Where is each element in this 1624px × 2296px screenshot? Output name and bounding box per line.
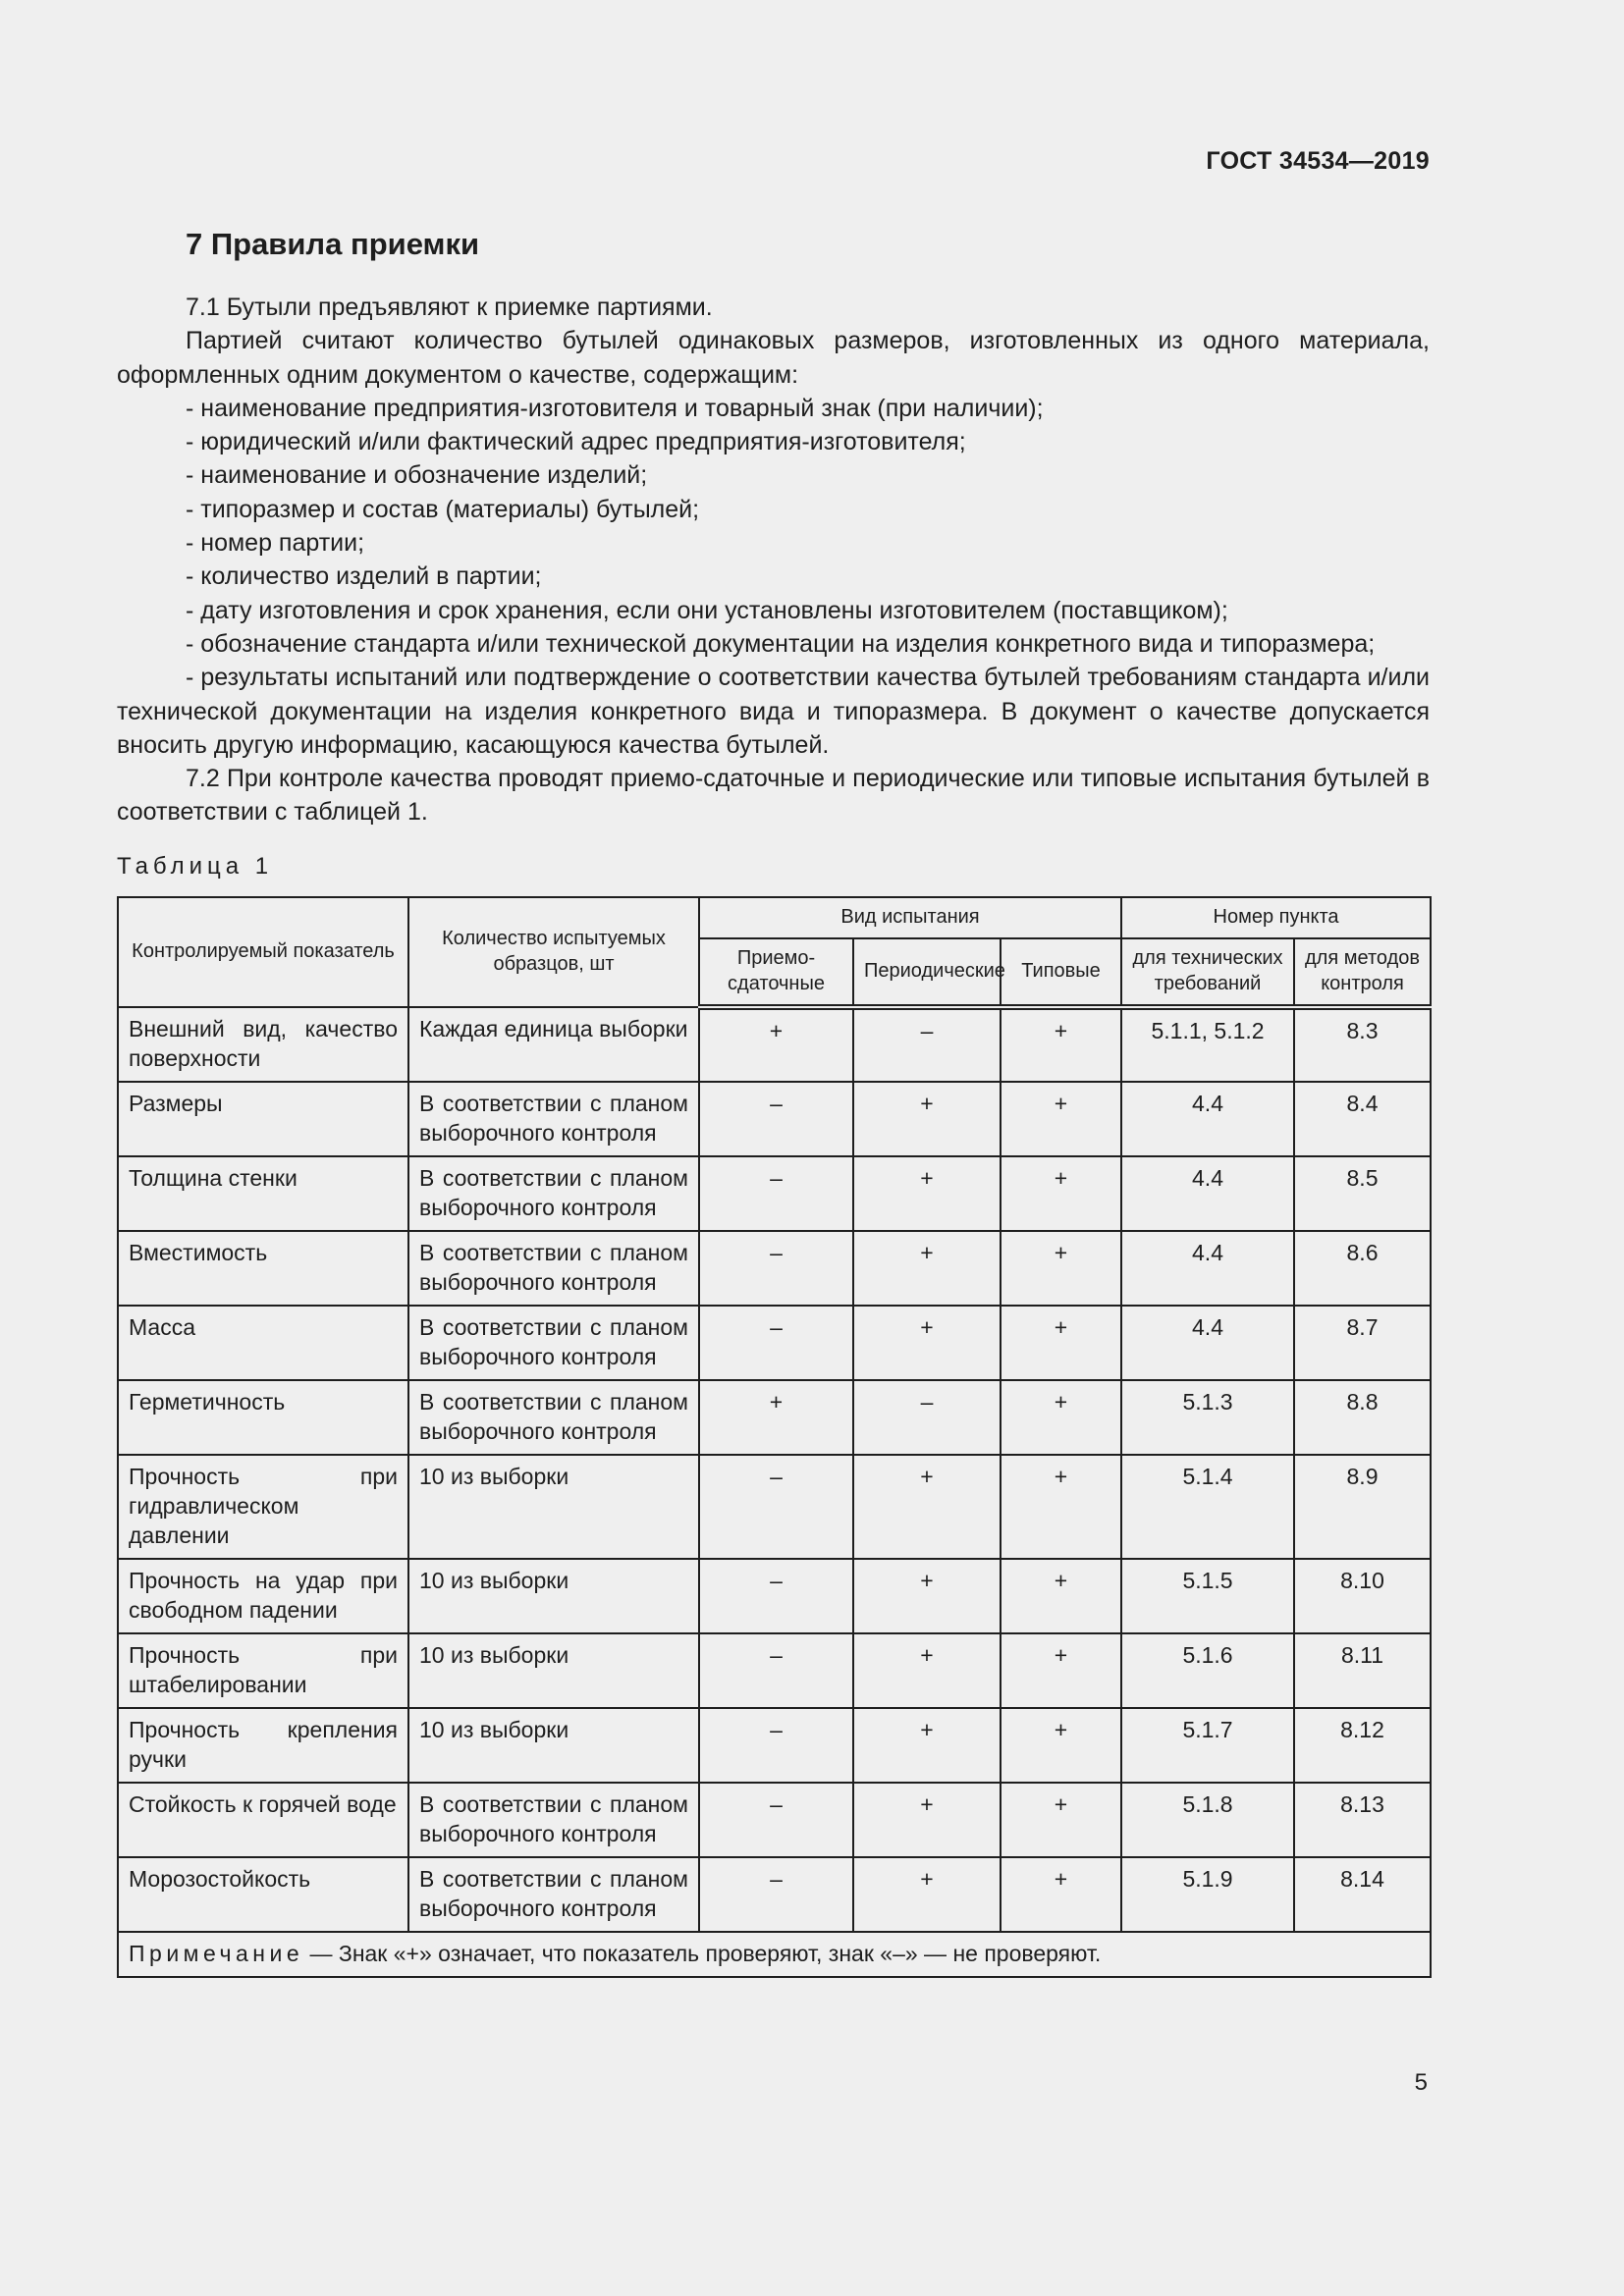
- table-row: [118, 1007, 1431, 1082]
- paragraph-lot-definition: Партией считают количество бутылей одинаковых размеров, изготовленных из одного материала, оформленных одним документом о качестве, содержащим:: [117, 327, 1430, 389]
- row-tech-req: 5.1.4: [1121, 1455, 1294, 1559]
- row-acceptance: –: [699, 1231, 853, 1306]
- row-acceptance: –: [699, 1783, 853, 1857]
- row-type-tests: +: [1001, 1156, 1121, 1231]
- header-sample-count: Количество испытуемых образцов, шт: [408, 897, 699, 1007]
- list-item: - количество изделий в партии;: [186, 562, 542, 591]
- row-type-tests: +: [1001, 1231, 1121, 1306]
- row-type-tests: +: [1001, 1857, 1121, 1932]
- row-acceptance: –: [699, 1156, 853, 1231]
- table-row: [118, 1783, 1431, 1857]
- table-row: [118, 1857, 1431, 1932]
- list-item: - наименование предприятия-изготовителя и товарный знак (при наличии);: [186, 394, 1044, 422]
- header-clause-number: Номер пункта: [1121, 897, 1431, 938]
- row-indicator: Прочность на удар при свободном падении: [118, 1559, 408, 1633]
- note-text: — Знак «+» означает, что показатель проверяют, знак «–» — не проверяют.: [303, 1940, 1102, 1966]
- row-periodic: +: [853, 1156, 1001, 1231]
- row-indicator: Стойкость к горячей воде: [118, 1783, 408, 1857]
- row-acceptance: –: [699, 1082, 853, 1156]
- row-test-methods: 8.10: [1294, 1559, 1431, 1633]
- document-body: [117, 222, 1430, 1978]
- row-periodic: +: [853, 1857, 1001, 1932]
- page-number: 5: [1414, 2069, 1428, 2096]
- row-periodic: +: [853, 1231, 1001, 1306]
- document-contents-list: [117, 392, 1430, 762]
- row-periodic: +: [853, 1783, 1001, 1857]
- row-type-tests: +: [1001, 1559, 1121, 1633]
- row-test-methods: 8.4: [1294, 1082, 1431, 1156]
- header-periodic: Периодические: [853, 938, 1001, 1007]
- row-test-methods: 8.14: [1294, 1857, 1431, 1932]
- row-sample-count: В соответствии с планом выборочного контроля: [408, 1857, 699, 1932]
- row-indicator: Внешний вид, качество поверхности: [118, 1007, 408, 1082]
- list-item: - результаты испытаний или подтверждение о соответствии качества бутылей требованиям стандарта и/или технической документации на изделия конкретного вида и типоразмера. В документ о качестве допускается вносить другую информацию, касающуюся качества бутылей.: [117, 664, 1430, 759]
- row-type-tests: +: [1001, 1455, 1121, 1559]
- header-test-type: Вид испытания: [699, 897, 1121, 938]
- table-row: [118, 1156, 1431, 1231]
- row-indicator: Вместимость: [118, 1231, 408, 1306]
- row-sample-count: В соответствии с планом выборочного контроля: [408, 1156, 699, 1231]
- table-row: [118, 1708, 1431, 1783]
- row-sample-count: В соответствии с планом выборочного контроля: [408, 1783, 699, 1857]
- row-test-methods: 8.6: [1294, 1231, 1431, 1306]
- row-sample-count: 10 из выборки: [408, 1708, 699, 1783]
- list-item: - дату изготовления и срок хранения, если они установлены изготовителем (поставщиком);: [186, 596, 1228, 624]
- row-tech-req: 4.4: [1121, 1082, 1294, 1156]
- row-type-tests: +: [1001, 1306, 1121, 1380]
- table-row: [118, 1455, 1431, 1559]
- row-sample-count: В соответствии с планом выборочного контроля: [408, 1306, 699, 1380]
- row-type-tests: +: [1001, 1633, 1121, 1708]
- table-row: [118, 1306, 1431, 1380]
- row-periodic: +: [853, 1455, 1001, 1559]
- acceptance-table: [117, 896, 1432, 1978]
- list-item: - обозначение стандарта и/или технической документации на изделия конкретного вида и типоразмера;: [186, 629, 1376, 658]
- row-test-methods: 8.9: [1294, 1455, 1431, 1559]
- row-type-tests: +: [1001, 1783, 1121, 1857]
- table-row: [118, 1231, 1431, 1306]
- table-body: [118, 1007, 1431, 1932]
- paragraph-7-2: 7.2 При контроле качества проводят приемо-сдаточные и периодические или типовые испытания бутылей в соответствии с таблицей 1.: [117, 765, 1430, 827]
- row-tech-req: 5.1.6: [1121, 1633, 1294, 1708]
- row-tech-req: 5.1.9: [1121, 1857, 1294, 1932]
- table-note: [118, 1932, 1431, 1977]
- row-acceptance: –: [699, 1633, 853, 1708]
- row-sample-count: В соответствии с планом выборочного контроля: [408, 1082, 699, 1156]
- row-type-tests: +: [1001, 1380, 1121, 1455]
- row-test-methods: 8.8: [1294, 1380, 1431, 1455]
- table-row: [118, 1380, 1431, 1455]
- header-indicator: Контролируемый показатель: [118, 897, 408, 1007]
- row-sample-count: 10 из выборки: [408, 1559, 699, 1633]
- standard-code: ГОСТ 34534—2019: [1206, 147, 1430, 175]
- header-test-methods: для методов контроля: [1294, 938, 1431, 1007]
- table-row: [118, 1633, 1431, 1708]
- row-sample-count: В соответствии с планом выборочного контроля: [408, 1380, 699, 1455]
- row-periodic: –: [853, 1007, 1001, 1082]
- row-type-tests: +: [1001, 1007, 1121, 1082]
- row-tech-req: 4.4: [1121, 1231, 1294, 1306]
- row-periodic: +: [853, 1633, 1001, 1708]
- paragraph-7-1: 7.1 Бутыли предъявляют к приемке партиями.: [186, 294, 713, 321]
- row-indicator: Прочность при штабелировании: [118, 1633, 408, 1708]
- list-item: - юридический и/или фактический адрес предприятия-изготовителя;: [186, 428, 966, 456]
- row-periodic: –: [853, 1380, 1001, 1455]
- row-acceptance: +: [699, 1380, 853, 1455]
- row-sample-count: 10 из выборки: [408, 1633, 699, 1708]
- row-periodic: +: [853, 1306, 1001, 1380]
- row-acceptance: –: [699, 1306, 853, 1380]
- row-test-methods: 8.7: [1294, 1306, 1431, 1380]
- row-indicator: Размеры: [118, 1082, 408, 1156]
- row-test-methods: 8.13: [1294, 1783, 1431, 1857]
- header-tech-req: для технических требований: [1121, 938, 1294, 1007]
- table-row: [118, 1559, 1431, 1633]
- row-acceptance: +: [699, 1007, 853, 1082]
- row-tech-req: 5.1.8: [1121, 1783, 1294, 1857]
- list-item: - номер партии;: [186, 529, 365, 558]
- row-tech-req: 5.1.3: [1121, 1380, 1294, 1455]
- header-type-tests: Типовые: [1001, 938, 1121, 1007]
- row-acceptance: –: [699, 1559, 853, 1633]
- row-indicator: Герметичность: [118, 1380, 408, 1455]
- row-acceptance: –: [699, 1857, 853, 1932]
- row-test-methods: 8.12: [1294, 1708, 1431, 1783]
- row-type-tests: +: [1001, 1082, 1121, 1156]
- row-sample-count: В соответствии с планом выборочного контроля: [408, 1231, 699, 1306]
- row-indicator: Прочность при гидравлическом давлении: [118, 1455, 408, 1559]
- row-tech-req: 5.1.7: [1121, 1708, 1294, 1783]
- row-periodic: +: [853, 1082, 1001, 1156]
- row-indicator: Масса: [118, 1306, 408, 1380]
- row-tech-req: 5.1.5: [1121, 1559, 1294, 1633]
- row-sample-count: Каждая единица выборки: [408, 1007, 699, 1082]
- list-item: - наименование и обозначение изделий;: [186, 461, 648, 490]
- row-acceptance: –: [699, 1708, 853, 1783]
- table-caption: Таблица 1: [117, 852, 274, 880]
- table-row: [118, 1082, 1431, 1156]
- row-periodic: +: [853, 1708, 1001, 1783]
- section-title: 7 Правила приемки: [186, 227, 480, 261]
- row-tech-req: 4.4: [1121, 1306, 1294, 1380]
- row-type-tests: +: [1001, 1708, 1121, 1783]
- row-tech-req: 4.4: [1121, 1156, 1294, 1231]
- row-tech-req: 5.1.1, 5.1.2: [1121, 1007, 1294, 1082]
- row-indicator: Морозостойкость: [118, 1857, 408, 1932]
- row-indicator: Прочность крепления ручки: [118, 1708, 408, 1783]
- list-item: - типоразмер и состав (материалы) бутылей;: [186, 495, 700, 523]
- row-acceptance: –: [699, 1455, 853, 1559]
- row-periodic: +: [853, 1559, 1001, 1633]
- header-acceptance: Приемо-сдаточные: [699, 938, 853, 1007]
- row-test-methods: 8.3: [1294, 1007, 1431, 1082]
- row-test-methods: 8.11: [1294, 1633, 1431, 1708]
- row-indicator: Толщина стенки: [118, 1156, 408, 1231]
- row-sample-count: 10 из выборки: [408, 1455, 699, 1559]
- note-label: Примечание: [129, 1940, 304, 1966]
- row-test-methods: 8.5: [1294, 1156, 1431, 1231]
